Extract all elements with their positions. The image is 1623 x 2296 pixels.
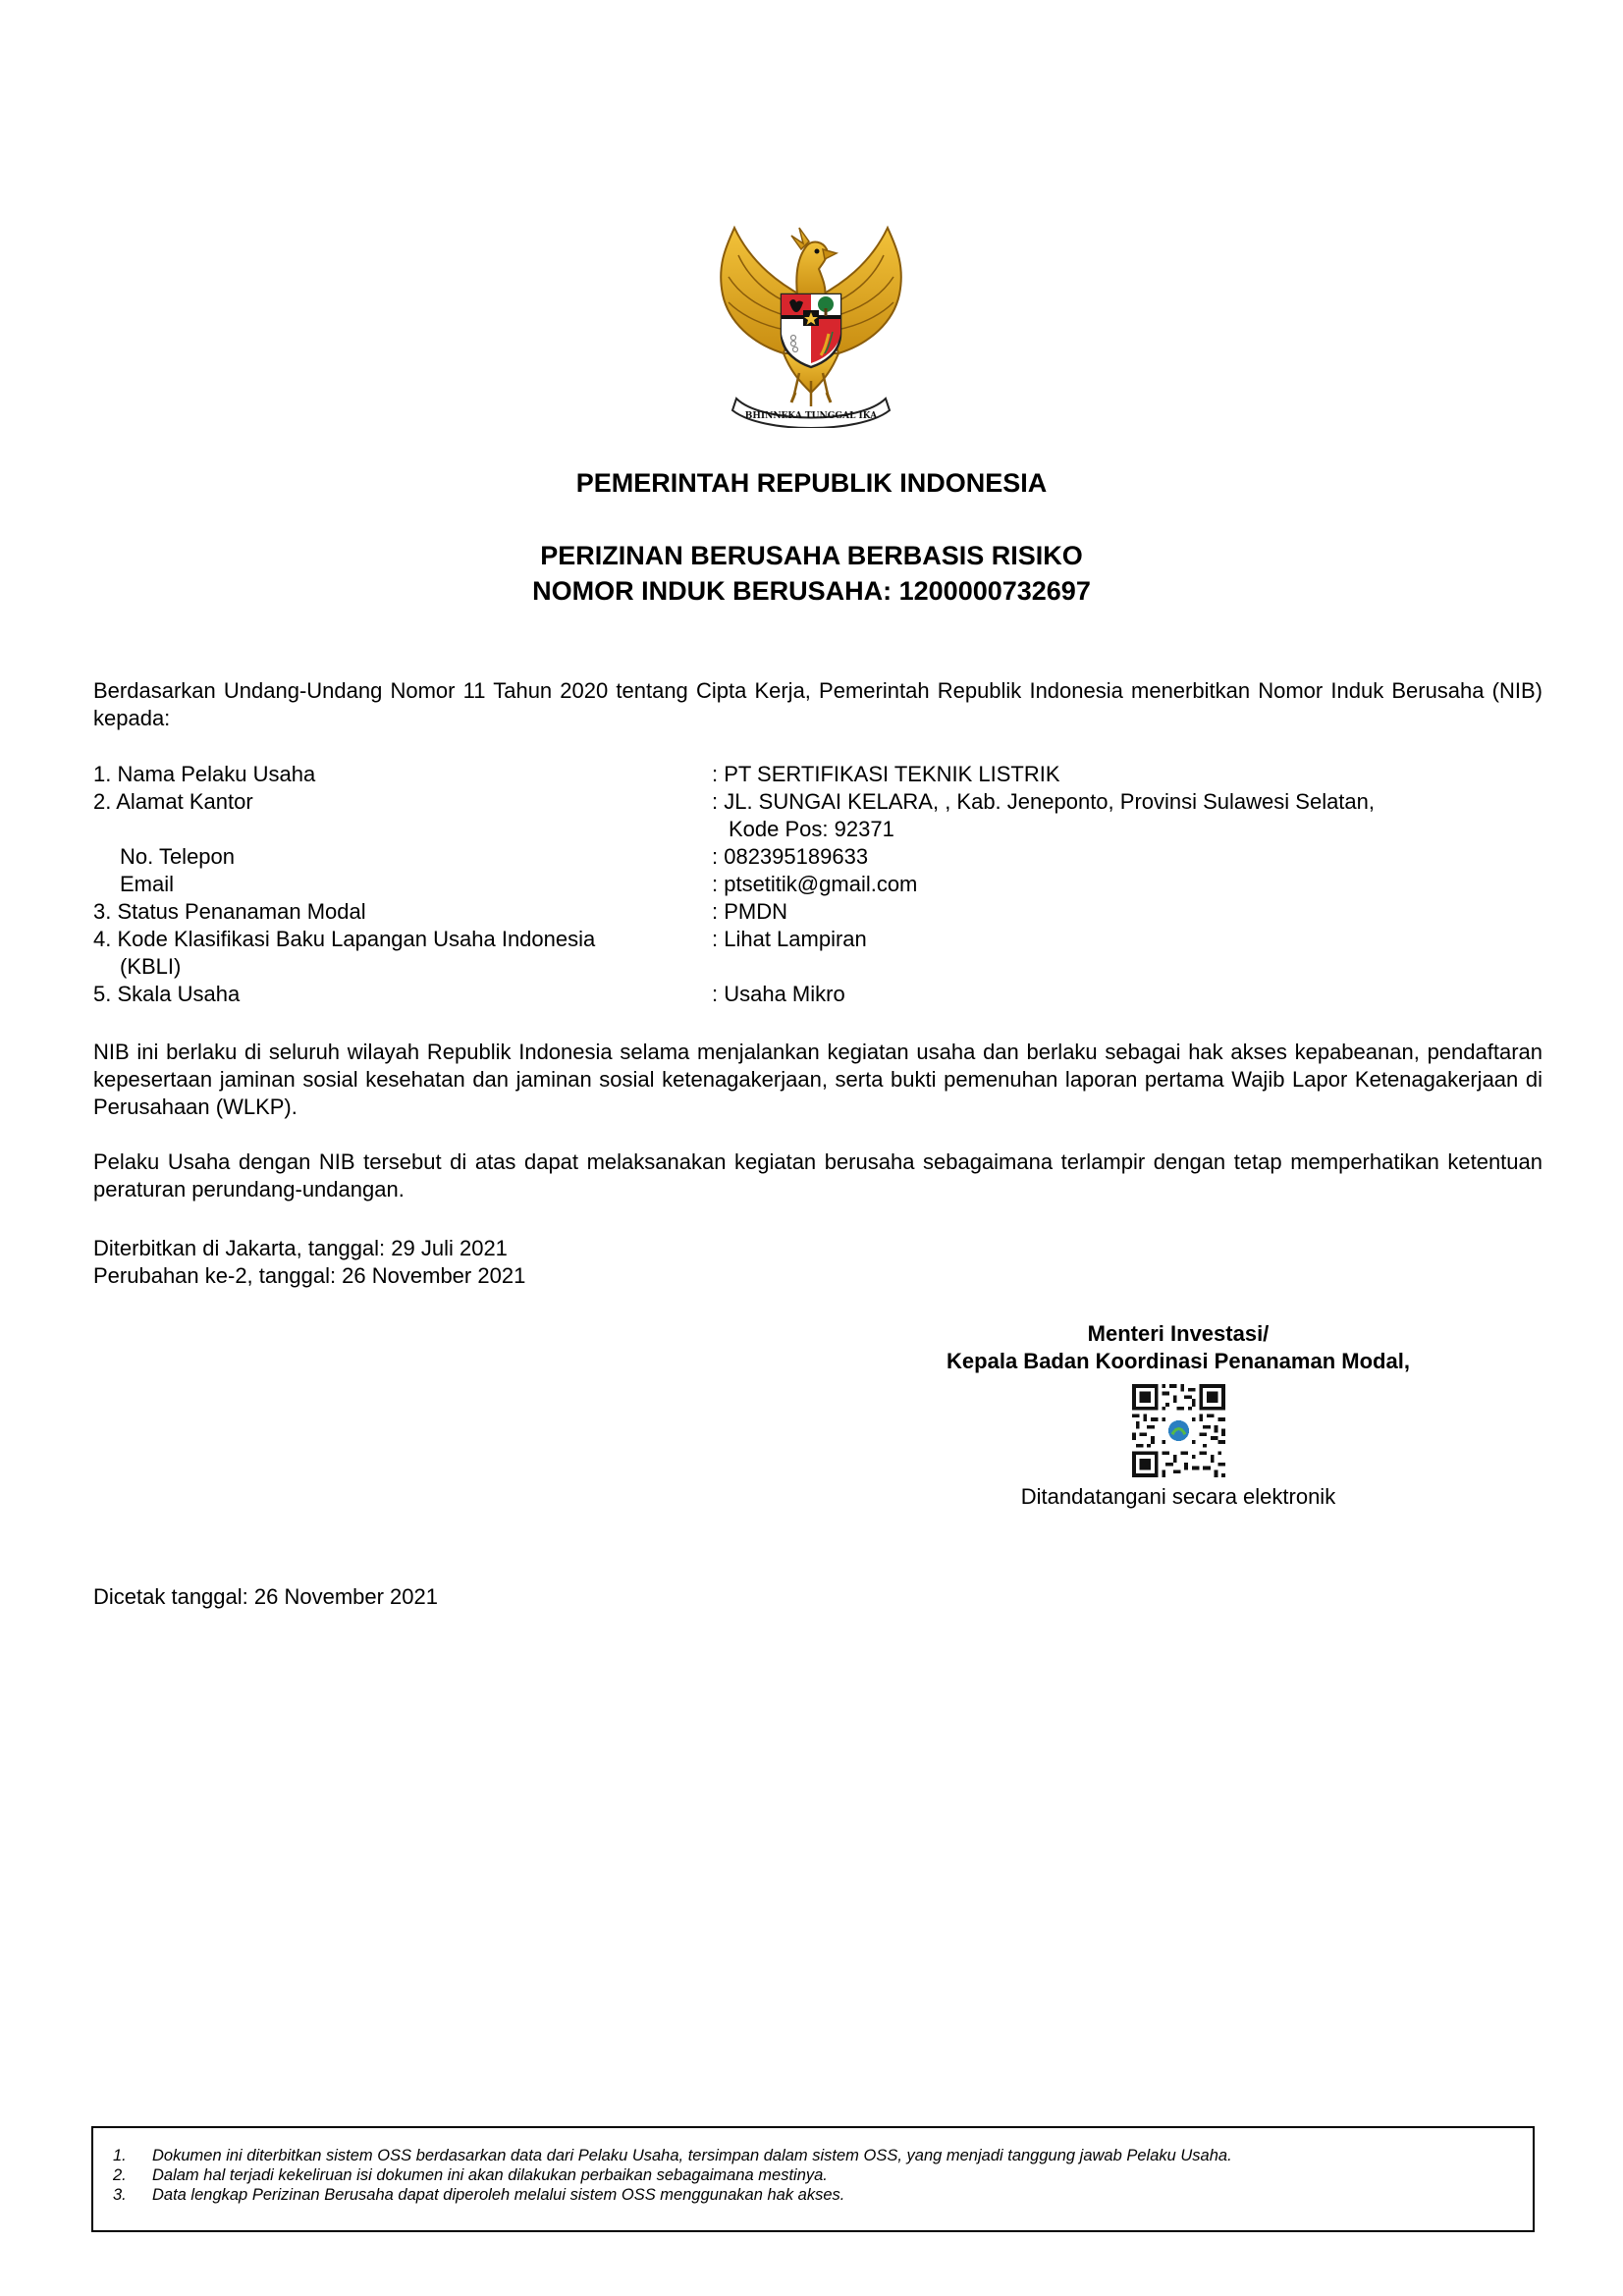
field-label-telepon: No. Telepon bbox=[120, 844, 236, 869]
field-value-email: : ptsetitik@gmail.com bbox=[712, 872, 918, 896]
nib-number-heading: NOMOR INDUK BERUSAHA: 1200000732697 bbox=[532, 576, 1091, 606]
field-value-skala: : Usaha Mikro bbox=[712, 982, 845, 1006]
footer-note bbox=[113, 2185, 1507, 2205]
field-value-nama: : PT SERTIFIKASI TEKNIK LISTRIK bbox=[712, 762, 1060, 786]
field-label-skala: 5. Skala Usaha bbox=[93, 982, 241, 1006]
field-value-status: : PMDN bbox=[712, 899, 787, 924]
footer-notes-box bbox=[91, 2126, 1535, 2232]
signatory-title-line2: Kepala Badan Koordinasi Penanaman Modal, bbox=[947, 1349, 1410, 1373]
qr-code-graphic bbox=[1132, 1384, 1225, 1477]
footer-note-number: 3. bbox=[113, 2186, 127, 2204]
footer-note-text: Data lengkap Perizinan Berusaha dapat diperoleh melalui sistem OSS menggunakan hak akses. bbox=[152, 2186, 845, 2204]
garuda-pancasila-emblem-icon bbox=[713, 206, 909, 428]
footer-note bbox=[113, 2146, 1507, 2165]
footer-note-number: 1. bbox=[113, 2147, 127, 2164]
field-label-status: 3. Status Penanaman Modal bbox=[93, 899, 366, 924]
field-label-kbli-line2: (KBLI) bbox=[120, 954, 182, 979]
signatory-title-line1: Menteri Investasi/ bbox=[1087, 1321, 1270, 1346]
nib-validity-paragraph: NIB ini berlaku di seluruh wilayah Republik Indonesia selama menjalankan kegiatan usaha dan berlaku sebagai hak akses kepabeanan, pendaftaran kepesertaan jaminan sosial kesehatan dan jaminan sosial ketenagakerjaan, serta bukti pemenuhan laporan pertama Wajib Lapor Ketenagakerjaan di Perusahaan (WLKP). bbox=[93, 1040, 1542, 1119]
pelaku-usaha-paragraph: Pelaku Usaha dengan NIB tersebut di atas dapat melaksanakan kegiatan berusaha sebagaimana terlampir dengan tetap memperhatikan ketentuan peraturan perundang-undangan. bbox=[93, 1149, 1542, 1201]
field-value-kode-pos: Kode Pos: 92371 bbox=[729, 817, 894, 841]
footer-note bbox=[113, 2165, 1507, 2185]
field-label-email: Email bbox=[120, 872, 175, 896]
field-value-telepon: : 082395189633 bbox=[712, 844, 869, 869]
electronic-signature-note: Ditandatangani secara elektronik bbox=[1020, 1484, 1336, 1509]
intro-paragraph: Berdasarkan Undang-Undang Nomor 11 Tahun 2020 tentang Cipta Kerja, Pemerintah Republik Indonesia menerbitkan Nomor Induk Berusaha (NIB) kepada: bbox=[93, 678, 1542, 730]
qr-code-icon bbox=[1132, 1384, 1225, 1477]
change-date: Perubahan ke-2, tanggal: 26 November 2021 bbox=[93, 1263, 526, 1288]
issued-date: Diterbitkan di Jakarta, tanggal: 29 Juli 2021 bbox=[93, 1236, 508, 1260]
field-label-alamat: 2. Alamat Kantor bbox=[93, 789, 253, 814]
footer-note-text: Dokumen ini diterbitkan sistem OSS berdasarkan data dari Pelaku Usaha, tersimpan dalam sistem OSS, yang menjadi tanggung jawab Pelaku Usaha. bbox=[152, 2147, 1232, 2164]
garuda-emblem bbox=[713, 206, 909, 428]
footer-note-text: Dalam hal terjadi kekeliruan isi dokumen ini akan dilakukan perbaikan sebagaimana mestinya. bbox=[152, 2166, 828, 2184]
footer-note-number: 2. bbox=[113, 2166, 127, 2184]
field-value-kbli: : Lihat Lampiran bbox=[712, 927, 867, 951]
field-label-nama: 1. Nama Pelaku Usaha bbox=[93, 762, 316, 786]
government-heading: PEMERINTAH REPUBLIK INDONESIA bbox=[575, 468, 1048, 498]
printed-date: Dicetak tanggal: 26 November 2021 bbox=[93, 1584, 438, 1609]
emblem-motto: BHINNEKA TUNGGAL IKA bbox=[744, 411, 878, 421]
field-value-alamat: : JL. SUNGAI KELARA, , Kab. Jeneponto, Provinsi Sulawesi Selatan, bbox=[712, 789, 1376, 814]
perizinan-heading: PERIZINAN BERUSAHA BERBASIS RISIKO bbox=[540, 541, 1083, 570]
field-label-kbli: 4. Kode Klasifikasi Baku Lapangan Usaha Indonesia bbox=[93, 927, 596, 951]
